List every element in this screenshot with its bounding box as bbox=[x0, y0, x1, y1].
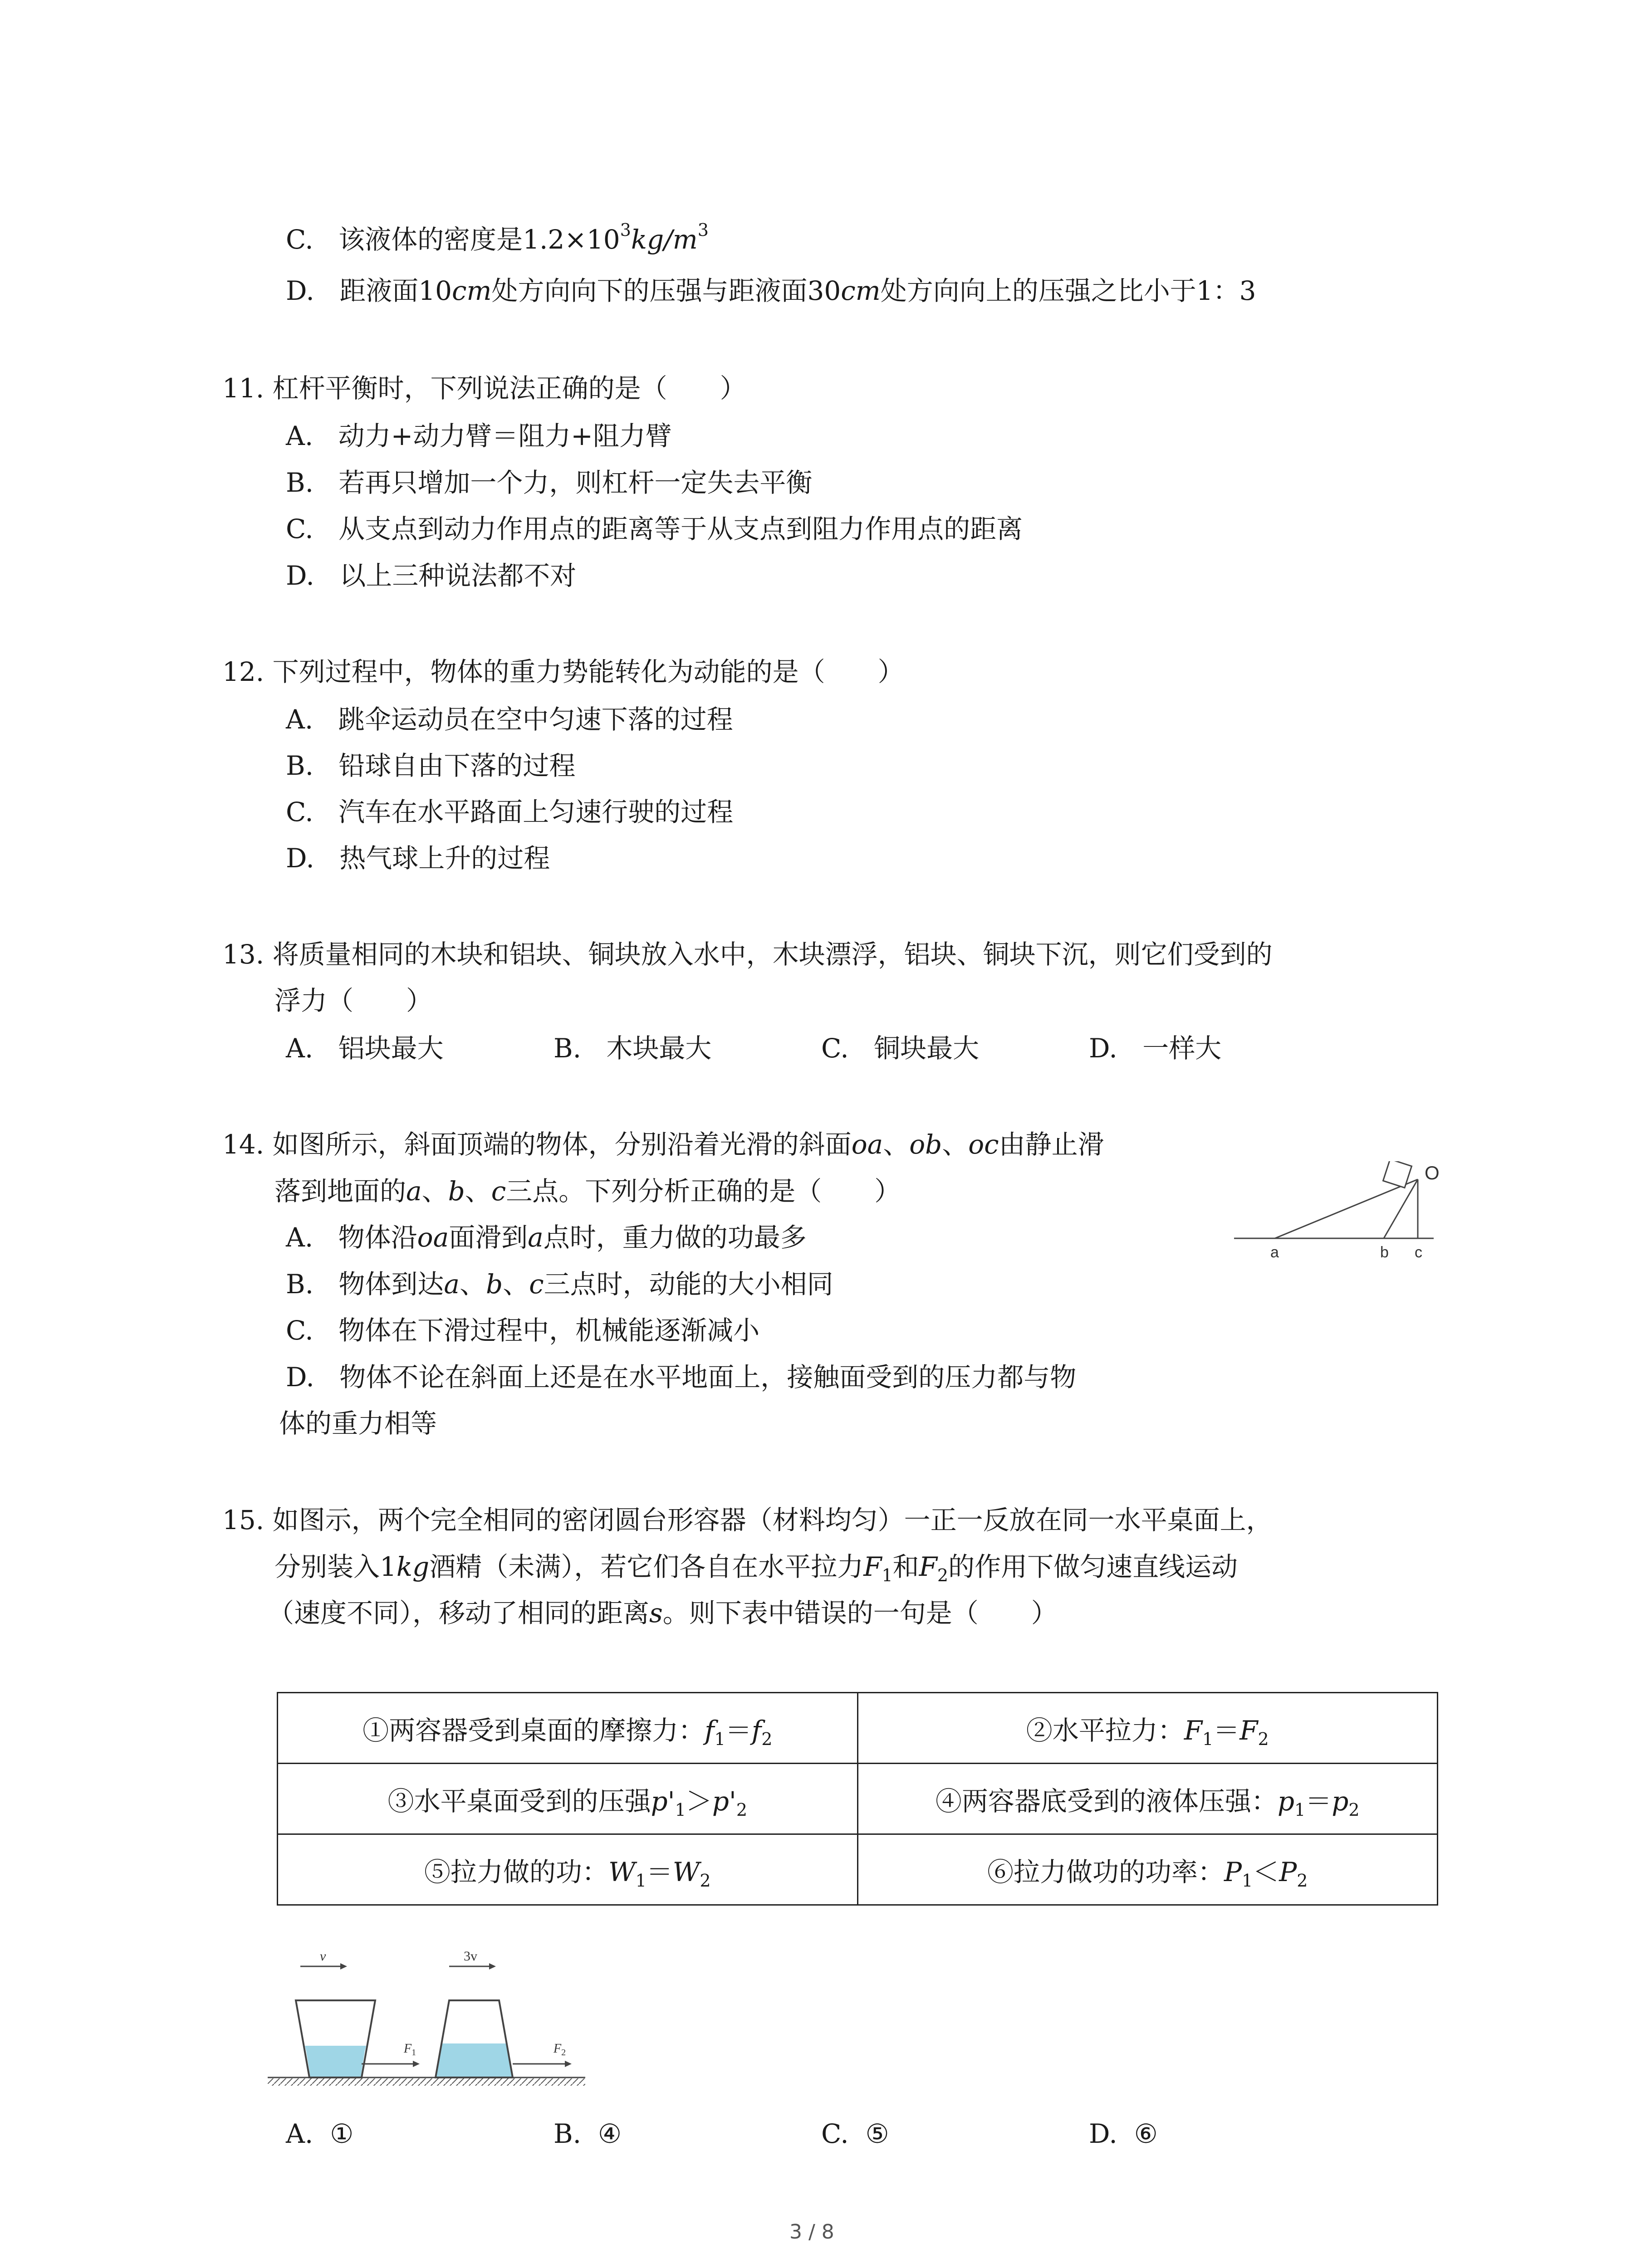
table-cell-4: ④两容器底受到的液体压强：$p_1=p_2$ bbox=[857, 1764, 1438, 1834]
q14-option-c: C. 物体在下滑过程中，机械能逐渐减小 bbox=[286, 1315, 760, 1346]
q12-option-a: A. 跳伞运动员在空中匀速下落的过程 bbox=[286, 704, 733, 735]
label-b: b bbox=[1380, 1244, 1389, 1261]
q15-option-a: A. ① bbox=[286, 2118, 354, 2149]
q13-option-d: D. 一样大 bbox=[1089, 1033, 1222, 1064]
q14-stem-line2: 落到地面的a、b、c三点。下列分析正确的是（ ） bbox=[274, 1176, 901, 1207]
containers-figure bbox=[268, 1950, 594, 2100]
q13-stem-line1: 13. 将质量相同的木块和铝块、铜块放入水中，木块漂浮，铝块、铜块下沉，则它们受到的 bbox=[222, 939, 1273, 970]
q12-stem: 12. 下列过程中，物体的重力势能转化为动能的是（ ） bbox=[222, 656, 904, 687]
q11-option-d: D. 以上三种说法都不对 bbox=[286, 560, 577, 591]
q13-option-c: C. 铜块最大 bbox=[821, 1033, 980, 1064]
q11-option-c: C. 从支点到动力作用点的距离等于从支点到阻力作用点的距离 bbox=[286, 513, 1023, 544]
liquid-right bbox=[436, 2043, 513, 2077]
q14-option-b: B. 物体到达a、b、c三点时，动能的大小相同 bbox=[286, 1269, 833, 1300]
slope-ob bbox=[1384, 1179, 1418, 1238]
slope-oa bbox=[1275, 1179, 1418, 1238]
q15-option-d: D. ⑥ bbox=[1089, 2118, 1158, 2149]
q11-option-a: A. 动力+动力臂＝阻力+阻力臂 bbox=[286, 420, 672, 451]
q15-table bbox=[277, 1692, 1438, 1906]
q11-option-b: B. 若再只增加一个力，则杠杆一定失去平衡 bbox=[286, 467, 813, 498]
q15-stem-line1: 15. 如图示，两个完全相同的密闭圆台形容器（材料均匀）一正一反放在同一水平桌面上， bbox=[222, 1505, 1273, 1535]
q12-option-b: B. 铅球自由下落的过程 bbox=[286, 750, 576, 781]
q10-option-c: C. 该液体的密度是$1.2\times 10^3kg/m^3$ bbox=[286, 220, 709, 255]
label-f1: $F_1$ bbox=[404, 2042, 416, 2058]
q15-stem-line3: （速度不同），移动了相同的距离s。则下表中错误的一句是（ ） bbox=[268, 1598, 1058, 1628]
label-v: v bbox=[320, 1950, 326, 1964]
q11-stem: 11. 杠杆平衡时，下列说法正确的是（ ） bbox=[222, 373, 746, 404]
label-a: a bbox=[1270, 1244, 1279, 1261]
table-cell-2: ②水平拉力：$F_1=F_2$ bbox=[857, 1693, 1438, 1764]
q13-stem-line2: 浮力（ ） bbox=[274, 985, 433, 1016]
q14-option-d-line2: 体的重力相等 bbox=[279, 1408, 437, 1439]
label-f2: $F_2$ bbox=[554, 2042, 566, 2058]
label-3v: 3v bbox=[464, 1950, 477, 1964]
q14-option-a: A. 物体沿oa面滑到a点时，重力做的功最多 bbox=[286, 1222, 807, 1253]
q15-option-b: B. ④ bbox=[554, 2118, 622, 2149]
table-cell-1: ①两容器受到桌面的摩擦力：$f_1=f_2$ bbox=[278, 1693, 858, 1764]
q14-option-d: D. 物体不论在斜面上还是在水平地面上，接触面受到的压力都与物 bbox=[286, 1362, 1077, 1393]
table-cell-3: ③水平桌面受到的压强$p'_1>p'_2$ bbox=[278, 1764, 858, 1834]
q13-option-b: B. 木块最大 bbox=[554, 1033, 712, 1064]
q15-option-c: C. ⑤ bbox=[821, 2118, 889, 2149]
table-cell-6: ⑥拉力做功的功率：$P_1<P_2$ bbox=[857, 1834, 1438, 1905]
label-c: c bbox=[1415, 1244, 1422, 1261]
q15-stem-line2: 分别装入1kg酒精（未满），若它们各自在水平拉力$F_1$和$F_2$的作用下做匀速直线运动 bbox=[274, 1551, 1238, 1585]
q12-option-c: C. 汽车在水平路面上匀速行驶的过程 bbox=[286, 797, 734, 827]
incline-figure bbox=[1234, 1161, 1461, 1270]
q13-option-a: A. 铝块最大 bbox=[286, 1033, 444, 1064]
q14-stem-line1: 14. 如图所示，斜面顶端的物体，分别沿着光滑的斜面oa、ob、oc由静止滑 bbox=[222, 1129, 1104, 1160]
page-number: 3 / 8 bbox=[789, 2220, 834, 2244]
q12-option-d: D. 热气球上升的过程 bbox=[286, 843, 550, 874]
liquid-left bbox=[305, 2046, 366, 2077]
label-o: O bbox=[1425, 1162, 1440, 1183]
table-cell-5: ⑤拉力做的功：$W_1=W_2$ bbox=[278, 1834, 858, 1905]
q10-option-d: D. 距液面10cm处方向向下的压强与距液面30cm处方向向上的压强之比小于1：3 bbox=[286, 275, 1256, 306]
hatch-ground bbox=[268, 2078, 585, 2086]
